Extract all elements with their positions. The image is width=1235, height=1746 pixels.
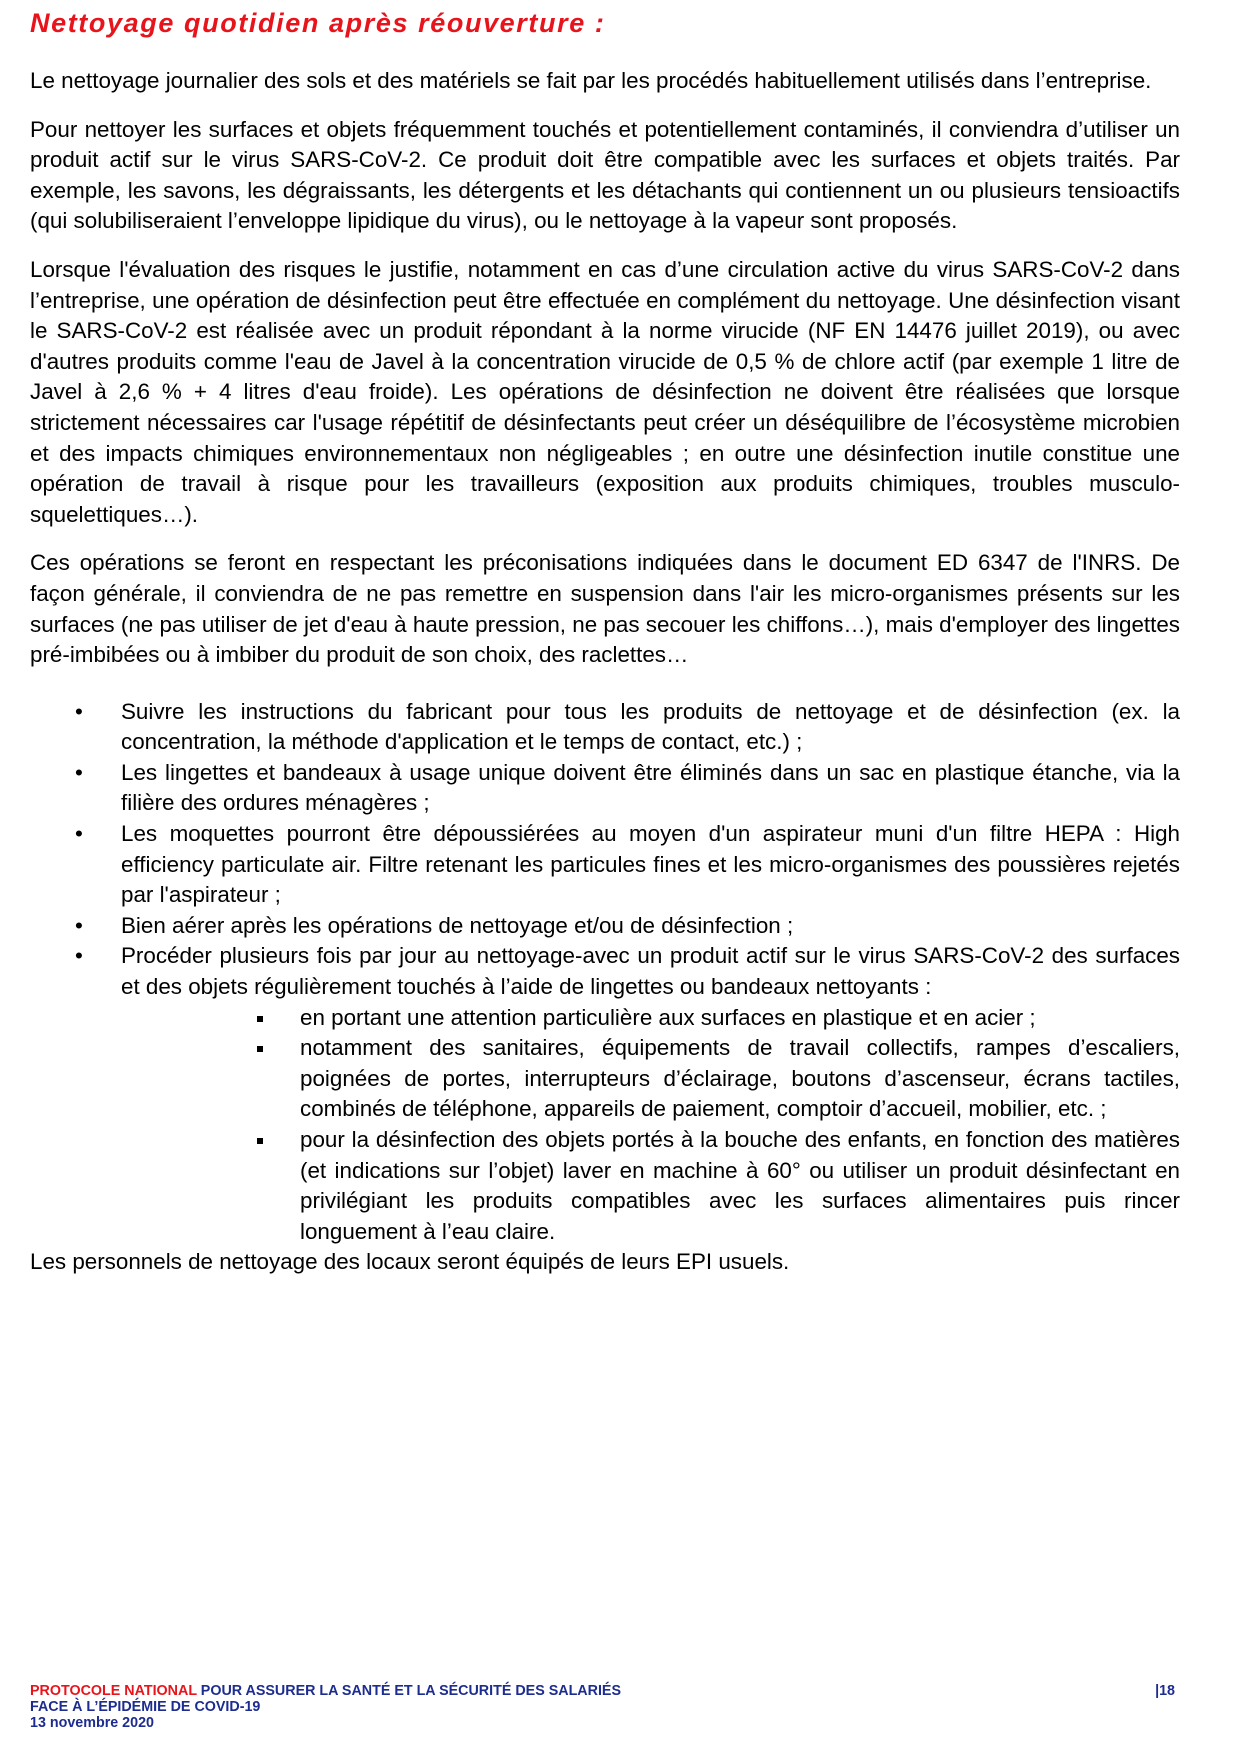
bullet-icon: •: [75, 759, 83, 785]
square-bullet-icon: [257, 1138, 263, 1144]
list-item: [30, 697, 1180, 758]
sub-list-item: [30, 1125, 1180, 1247]
list-item-text: Procéder plusieurs fois par jour au nettoyage-avec un produit actif sur le virus SARS-CoV-2 des surfaces et des objets régulièrement touchés à l’aide de lingettes ou bandeaux nettoyants :: [121, 943, 1180, 1000]
footer-protocol-label: PROTOCOLE NATIONAL: [30, 1683, 197, 1699]
footer-date: 13 novembre 2020: [30, 1715, 154, 1731]
closing-paragraph: Les personnels de nettoyage des locaux seront équipés de leurs EPI usuels.: [30, 1249, 790, 1275]
paragraph: Le nettoyage journalier des sols et des matériels se fait par les procédés habituellement utilisés dans l’entreprise.: [30, 68, 1152, 93]
bullet-icon: •: [75, 698, 83, 724]
paragraph: Lorsque l'évaluation des risques le justifie, notamment en cas d’une circulation active du virus SARS-CoV-2 dans l’entreprise, une opération de désinfection peut être effectuée en complément du nettoyage. Une désinfection visant le SARS-CoV-2 est réalisée avec un produit répondant à la norme virucide (NF EN 14476 juillet 2019), ou avec d'autres produits comme l'eau de Javel à la concentration virucide de 0,5 % de chlore actif (par exemple 1 litre de Javel à 2,6 % + 4 litres d'eau froide). Les opérations de désinfection ne doivent être réalisées que lorsque strictement nécessaires car l'usage répétitif de désinfectants peut créer un déséquilibre de l’écosystème microbien et des impacts chimiques environnementaux non négligeables ; en outre une désinfection inutile constitue une opération de travail à risque pour les travailleurs (exposition aux produits chimiques, troubles musculo-squelettiques…).: [30, 256, 1180, 527]
footer-line-2: FACE À L’ÉPIDÉMIE DE COVID-19: [30, 1699, 261, 1715]
list-item: [30, 819, 1180, 911]
list-item: [30, 758, 1180, 819]
list-item: [30, 941, 1180, 1002]
page-footer: [30, 1683, 1175, 1731]
body-text: [30, 66, 1180, 1296]
list-item-text: Bien aérer après les opérations de nettoyage et/ou de désinfection ;: [121, 912, 794, 938]
square-bullet-icon: [257, 1046, 263, 1052]
bullet-icon: •: [75, 943, 83, 969]
square-bullet-icon: [257, 1016, 263, 1022]
sub-list-item: [30, 1003, 1180, 1034]
footer-protocol-subtitle: POUR ASSURER LA SANTÉ ET LA SÉCURITÉ DES SALARIÉS: [196, 1683, 621, 1699]
bullet-icon: •: [75, 912, 83, 938]
sub-list-item-text: en portant une attention particulière aux surfaces en plastique et en acier ;: [300, 1004, 1036, 1030]
list-item-text: Les lingettes et bandeaux à usage unique doivent être éliminés dans un sac en plastique étanche, via la filière des ordures ménagères ;: [121, 759, 1180, 816]
bullet-icon: •: [75, 821, 83, 847]
list-item-text: Les moquettes pourront être dépoussiérées au moyen d'un aspirateur muni d'un filtre HEPA : High efficiency particulate air. Filtre retenant les particules fines et les micro-organismes des poussières rejetés par l'aspirateur ;: [121, 821, 1180, 908]
sub-bullet-list: [30, 1003, 1180, 1248]
list-item: [30, 911, 1180, 942]
sub-list-item-text: notamment des sanitaires, équipements de travail collectifs, rampes d’escaliers, poignées de portes, interrupteurs d’éclairage, boutons d’ascenseur, écrans tactiles, combinés de téléphone, appareils de paiement, comptoir d’accueil, mobilier, etc. ;: [300, 1035, 1180, 1122]
section-title: Nettoyage quotidien après réouverture :: [30, 8, 606, 38]
paragraph: Ces opérations se feront en respectant les préconisations indiquées dans le document ED 6347 de l'INRS. De façon générale, il conviendra de ne pas remettre en suspension dans l'air les micro-organismes présents sur les surfaces (ne pas utiliser de jet d'eau à haute pression, ne pas secouer les chiffons…), mais d'employer des lingettes pré-imbibées ou à imbiber du produit de son choix, des raclettes…: [30, 550, 1180, 668]
page-number: |18: [1155, 1683, 1175, 1699]
paragraph: Pour nettoyer les surfaces et objets fréquemment touchés et potentiellement contaminés, il conviendra d’utiliser un produit actif sur le virus SARS-CoV-2. Ce produit doit être compatible avec les surfaces et objets traités. Par exemple, les savons, les dégraissants, les détergents et les détachants qui contiennent un ou plusieurs tensioactifs (qui solubiliseraient l’enveloppe lipidique du virus), ou le nettoyage à la vapeur sont proposés.: [30, 116, 1180, 234]
footer-line-1: [30, 1683, 1175, 1699]
list-item-text: Suivre les instructions du fabricant pour tous les produits de nettoyage et de désinfection (ex. la concentration, la méthode d'application et le temps de contact, etc.) ;: [121, 698, 1180, 755]
sub-list-item: [30, 1033, 1180, 1125]
bullet-list: [30, 697, 1180, 1003]
sub-list-item-text: pour la désinfection des objets portés à la bouche des enfants, en fonction des matières (et indications sur l’objet) laver en machine à 60° ou utiliser un produit désinfectant en privilégiant les produits compatibles avec les surfaces alimentaires puis rincer longuement à l’eau claire.: [300, 1127, 1180, 1244]
